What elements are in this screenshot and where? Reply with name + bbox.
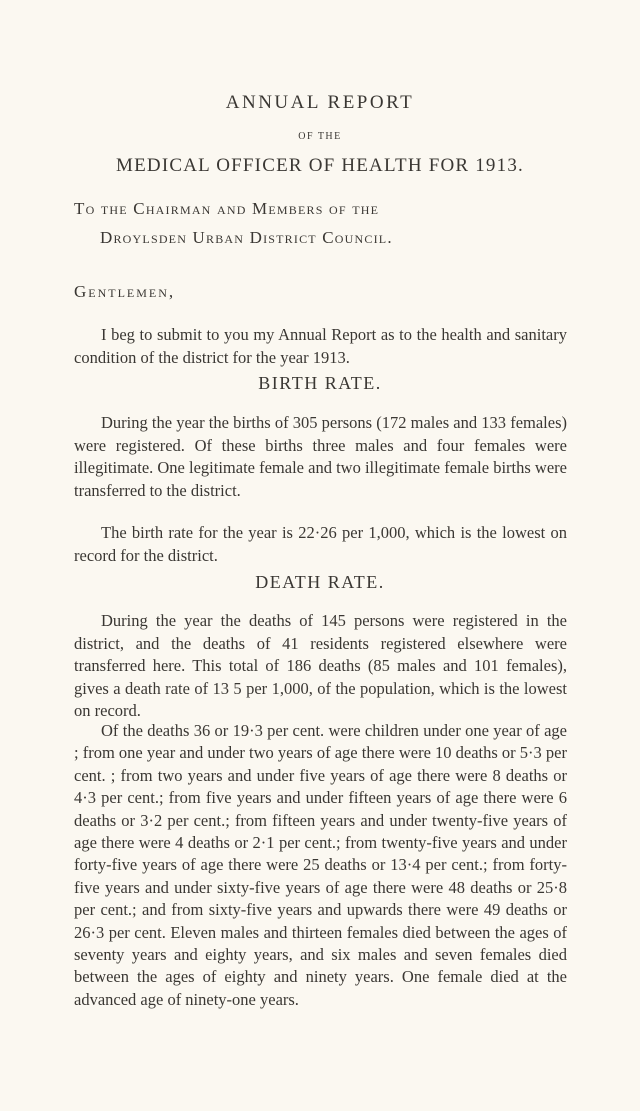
birth-rate-heading: BIRTH RATE. bbox=[258, 373, 382, 393]
intro-paragraph: I beg to submit to you my Annual Report as to the health and sanitary condition of the district for the year 1913. bbox=[74, 325, 567, 367]
birth-rate-paragraph-1: During the year the births of 305 persons (172 males and 133 females) were registered. Of these births three males and four females were illegitimate. One legitimate female and two illegitimate female births were transferred to the district. bbox=[74, 413, 567, 500]
death-rate-heading: DEATH RATE. bbox=[255, 572, 385, 592]
address-line-2: Droylsden Urban District Council. bbox=[100, 228, 393, 247]
report-officer-title: MEDICAL OFFICER OF HEALTH FOR 1913. bbox=[116, 155, 524, 176]
report-subtitle: OF THE bbox=[298, 131, 342, 142]
death-rate-paragraph-1: During the year the deaths of 145 persons were registered in the district, and the deaths of 41 residents registered elsewhere were transferred here. This total of 186 deaths (85 males and 101 females), gives a death rate of 13 5 per 1,000, of the population, which is the lowest on record. bbox=[74, 611, 567, 720]
birth-rate-paragraph-2: The birth rate for the year is 22·26 per 1,000, which is the lowest on record for the district. bbox=[74, 523, 567, 565]
address-line-1: To the Chairman and Members of the bbox=[74, 199, 380, 218]
salutation: Gentlemen, bbox=[74, 282, 176, 301]
report-title: ANNUAL REPORT bbox=[225, 92, 415, 113]
death-rate-paragraph-2: Of the deaths 36 or 19·3 per cent. were children under one year of age ; from one year and under two years of age there were 10 deaths or 5·3 per cent. ; from two years and under five years of age there were 8 deaths or 4·3 per cent.; from five years and under fifteen years of age there were 6 deaths or 3·2 per cent.; from fifteen years and under twenty-five years of age there were 4 deaths or 2·1 per cent.; from twenty-five years and under forty-five years of age there were 25 deaths or 13·4 per cent.; from forty-five years and under sixty-five years of age there were 48 deaths or 25·8 per cent.; and from sixty-five years and upwards there were 49 deaths or 26·3 per cent. Eleven males and thirteen females died between the ages of seventy years and eighty years, and six males and seven females died between the ages of eighty and ninety years. One female died at the advanced age of ninety-one years. bbox=[74, 721, 567, 1009]
